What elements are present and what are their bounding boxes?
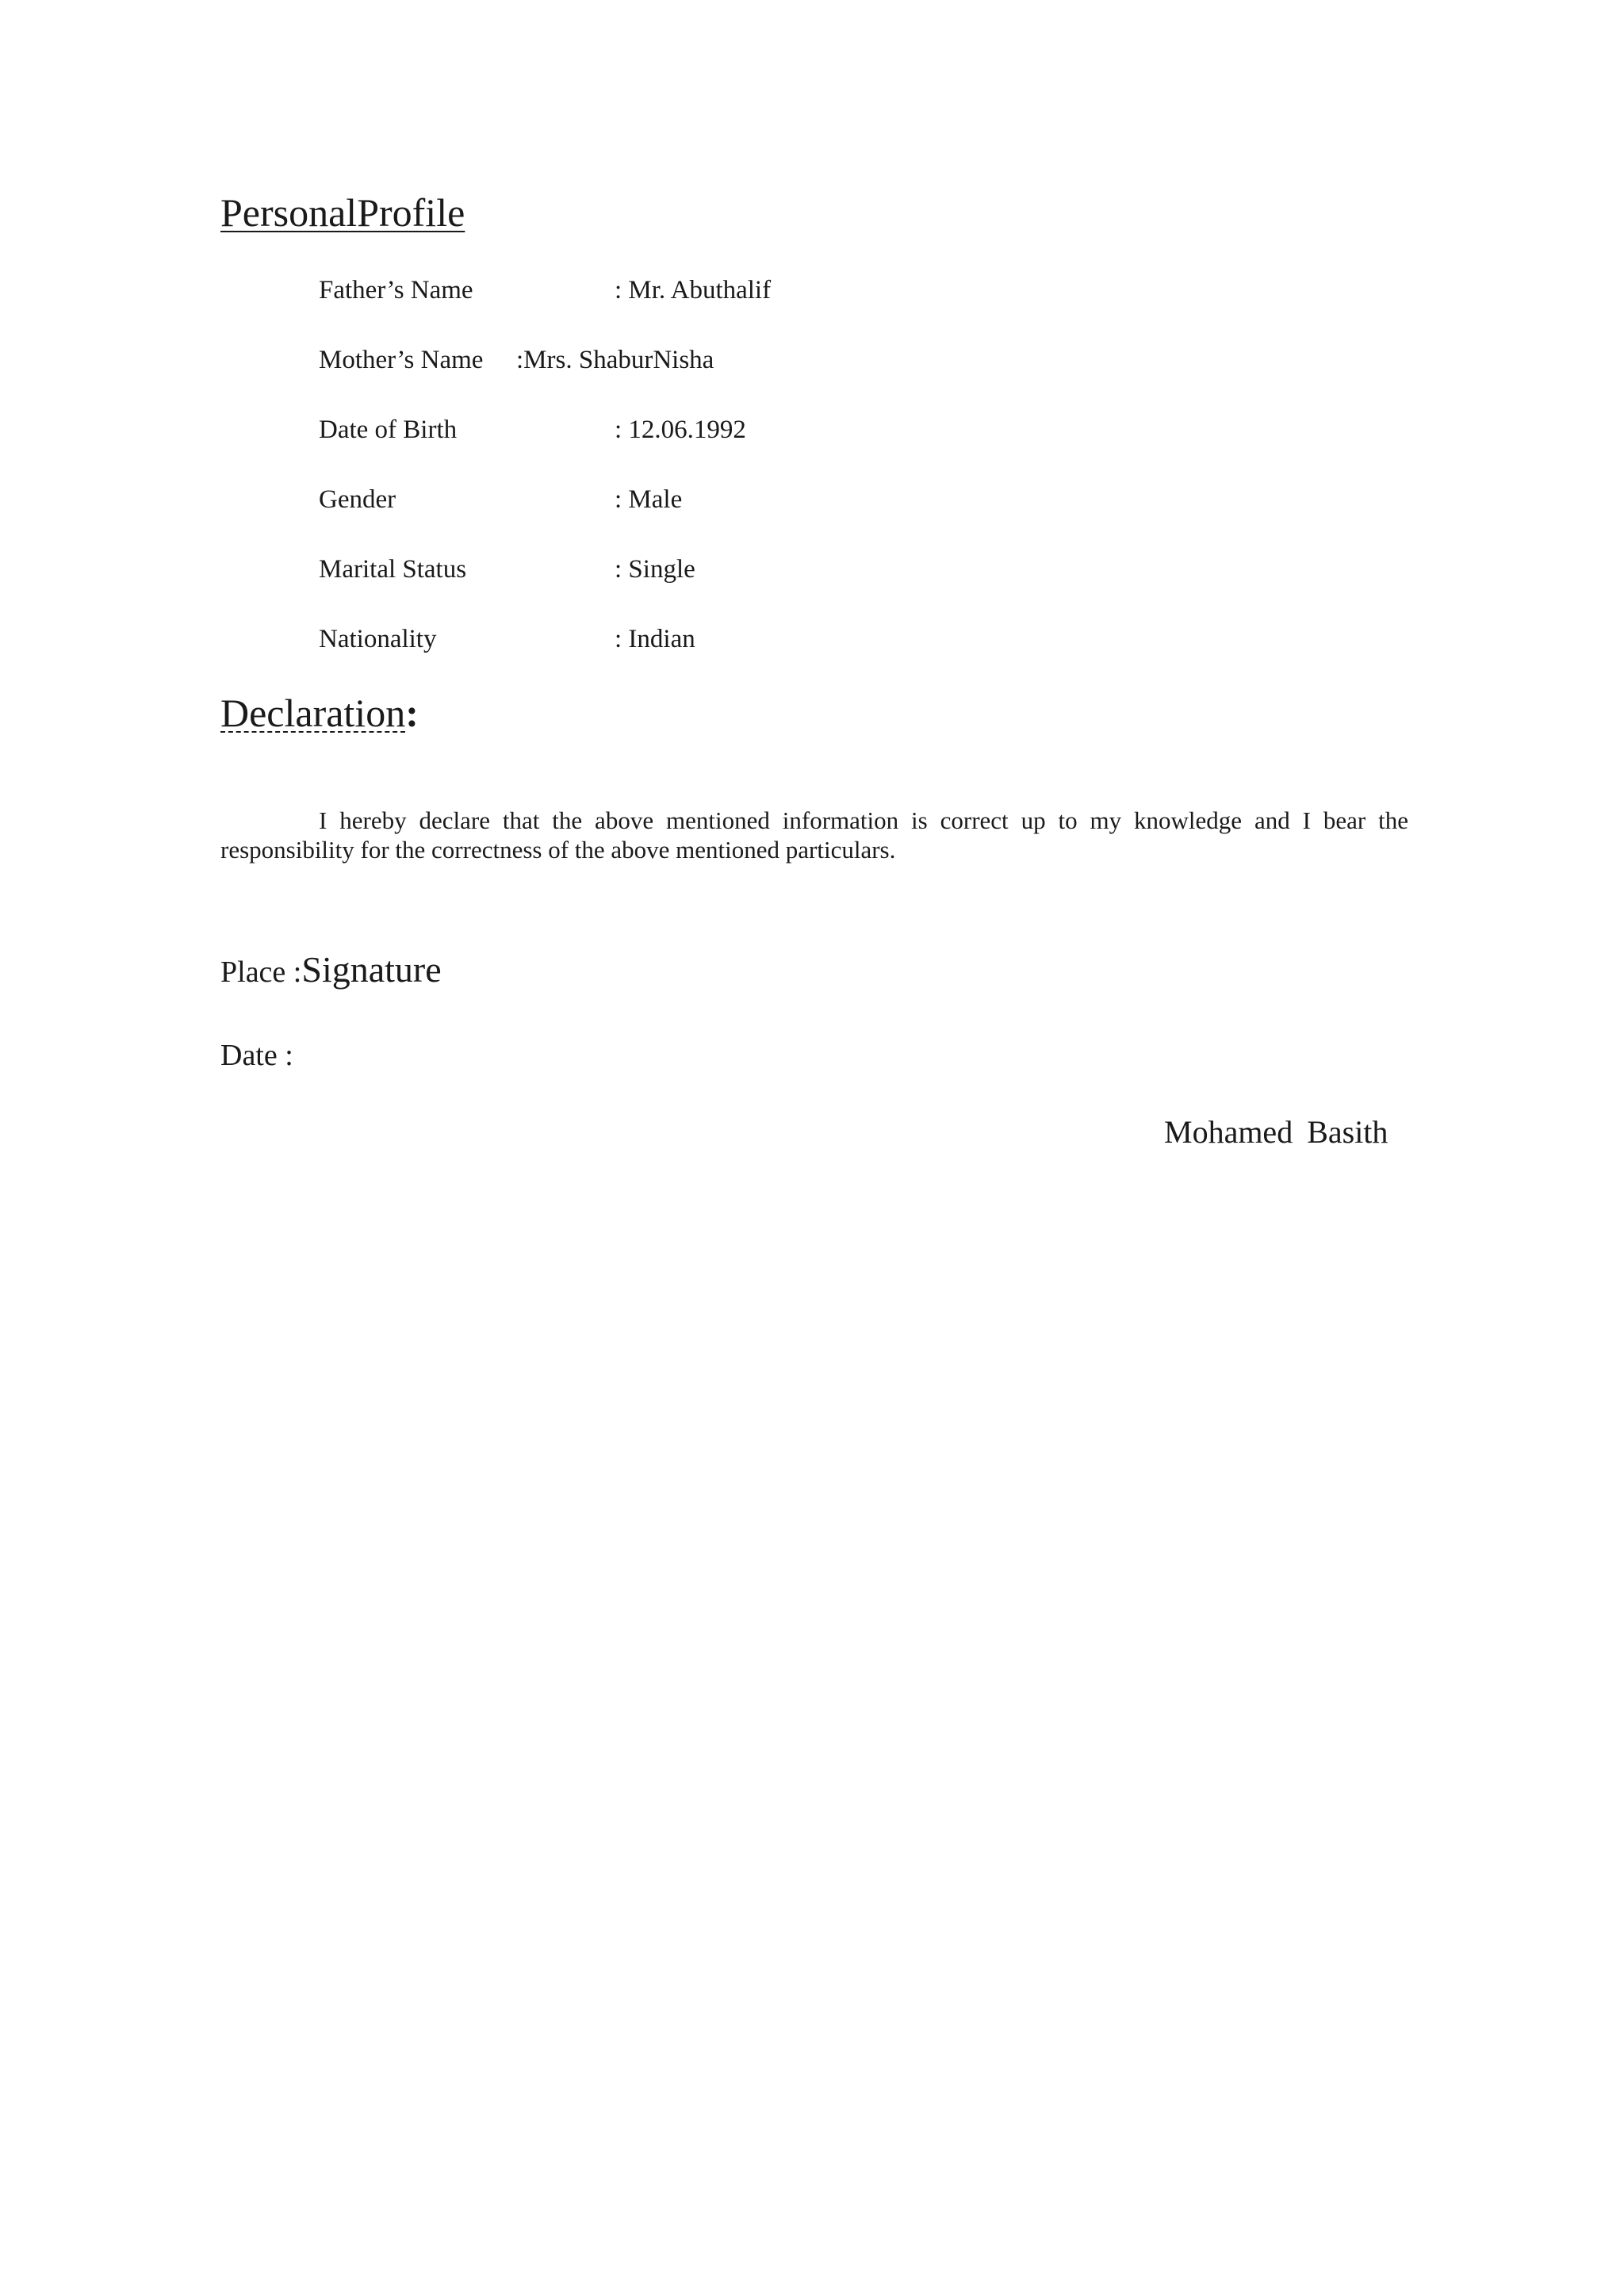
field-value-gender: : Male xyxy=(615,485,683,514)
field-value-date-of-birth: : 12.06.1992 xyxy=(615,416,746,444)
place-line xyxy=(220,949,442,990)
signer-name: Mohamed Basith xyxy=(1164,1114,1388,1150)
declaration-heading-text: Declaration xyxy=(220,691,406,735)
field-label-marital-status: Marital Status xyxy=(319,555,467,584)
field-value-fathers-name: : Mr. Abuthalif xyxy=(615,276,772,304)
field-label-fathers-name: Father’s Name xyxy=(319,276,473,304)
field-label-gender: Gender xyxy=(319,485,396,514)
signature-label: Signature xyxy=(301,949,442,990)
place-label: Place : xyxy=(220,956,302,989)
declaration-heading-colon: : xyxy=(405,691,419,735)
field-label-mothers-name: Mother’s Name xyxy=(319,346,484,374)
date-label: Date : xyxy=(220,1039,293,1072)
declaration-heading xyxy=(220,693,419,733)
field-value-marital-status: : Single xyxy=(615,555,695,584)
field-value-nationality: : Indian xyxy=(615,625,695,653)
declaration-paragraph: I hereby declare that the above mentioned information is correct up to my knowledge and I bear the responsibility for the correctness of the above mentioned particulars. xyxy=(220,806,1408,864)
field-value-mothers-name: :Mrs. ShaburNisha xyxy=(516,346,714,374)
personal-profile-heading: PersonalProfile xyxy=(220,190,465,235)
field-label-date-of-birth: Date of Birth xyxy=(319,416,458,444)
field-label-nationality: Nationality xyxy=(319,625,437,653)
